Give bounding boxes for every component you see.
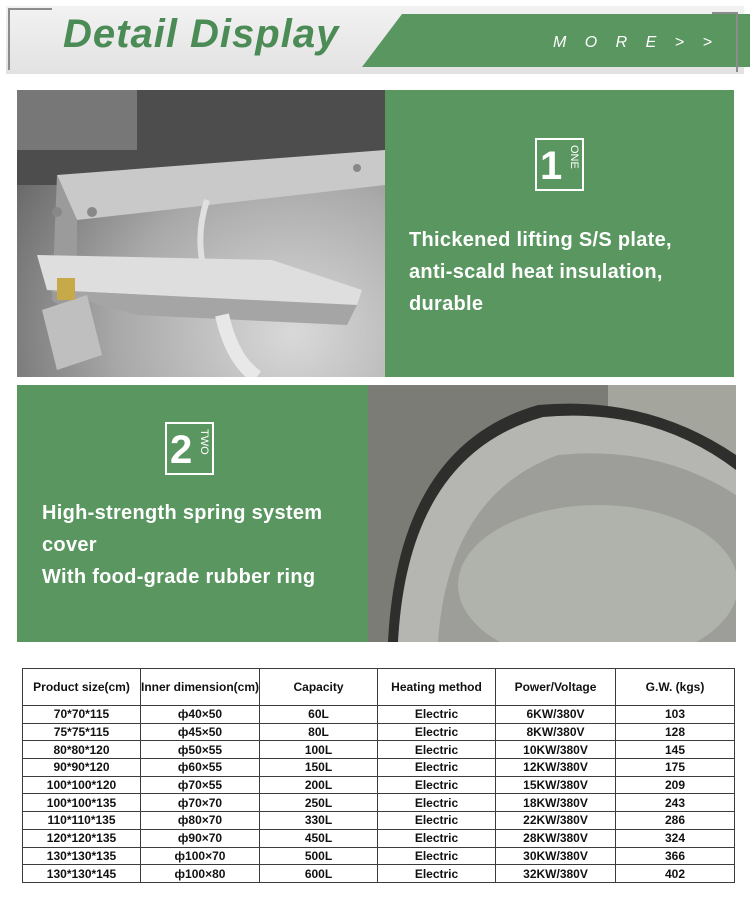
table-cell: 10KW/380V xyxy=(496,741,616,759)
table-cell: 110*110*135 xyxy=(23,812,141,830)
table-row xyxy=(23,723,735,741)
table-row xyxy=(23,829,735,847)
table-cell: 6KW/380V xyxy=(496,706,616,724)
feature-panel-2 xyxy=(17,385,368,642)
feature-panel-1 xyxy=(385,90,734,377)
table-cell: 100L xyxy=(260,741,378,759)
table-cell: 402 xyxy=(616,865,735,883)
spec-table xyxy=(22,668,735,883)
table-cell: 30KW/380V xyxy=(496,847,616,865)
table-cell: ф80×70 xyxy=(141,812,260,830)
table-cell: 32KW/380V xyxy=(496,865,616,883)
table-cell: 103 xyxy=(616,706,735,724)
table-cell: 150L xyxy=(260,759,378,777)
section-header xyxy=(0,0,750,80)
table-header-row xyxy=(23,669,735,706)
feature-number-2: 2 xyxy=(170,428,193,472)
section-title: Detail Display xyxy=(63,12,340,56)
table-cell: ф100×80 xyxy=(141,865,260,883)
table-cell: ф70×70 xyxy=(141,794,260,812)
table-cell: ф60×55 xyxy=(141,759,260,777)
feature-number-badge-2 xyxy=(165,422,214,475)
spring-cover-photo xyxy=(368,385,736,642)
table-cell: ф45×50 xyxy=(141,723,260,741)
feature2-line: With food-grade rubber ring xyxy=(42,566,316,588)
table-row xyxy=(23,741,735,759)
table-row xyxy=(23,706,735,724)
table-cell: Electric xyxy=(378,829,496,847)
table-cell: 18KW/380V xyxy=(496,794,616,812)
more-corner-decoration xyxy=(712,12,738,72)
table-cell: 12KW/380V xyxy=(496,759,616,777)
table-cell: 22KW/380V xyxy=(496,812,616,830)
table-row xyxy=(23,865,735,883)
table-cell: 130*130*135 xyxy=(23,847,141,865)
table-cell: ф50×55 xyxy=(141,741,260,759)
column-header: Power/Voltage xyxy=(496,669,616,706)
table-row xyxy=(23,794,735,812)
table-cell: Electric xyxy=(378,741,496,759)
column-header: G.W. (kgs) xyxy=(616,669,735,706)
feature2-line: High-strength spring system xyxy=(42,502,323,524)
feature2-line: cover xyxy=(42,534,97,556)
table-row xyxy=(23,812,735,830)
table-cell: Electric xyxy=(378,865,496,883)
table-cell: 366 xyxy=(616,847,735,865)
more-link[interactable]: M O R E > > xyxy=(553,34,719,51)
header-corner-decoration xyxy=(8,8,52,70)
column-header: Product size(cm) xyxy=(23,669,141,706)
table-cell: 145 xyxy=(616,741,735,759)
table-cell: Electric xyxy=(378,759,496,777)
feature-number-word-1: ONE xyxy=(568,145,580,169)
column-header: Capacity xyxy=(260,669,378,706)
table-cell: 120*120*135 xyxy=(23,829,141,847)
feature1-line: durable xyxy=(409,293,484,315)
feature-number-badge-1 xyxy=(535,138,584,191)
feature1-line: anti-scald heat insulation, xyxy=(409,261,663,283)
table-cell: 600L xyxy=(260,865,378,883)
table-cell: 130*130*145 xyxy=(23,865,141,883)
column-header: Heating method xyxy=(378,669,496,706)
table-row xyxy=(23,847,735,865)
spec-table-container xyxy=(22,668,734,883)
table-cell: 70*70*115 xyxy=(23,706,141,724)
table-cell: 100*100*135 xyxy=(23,794,141,812)
table-cell: 28KW/380V xyxy=(496,829,616,847)
table-cell: 80*80*120 xyxy=(23,741,141,759)
table-cell: 75*75*115 xyxy=(23,723,141,741)
feature-number-word-2: TWO xyxy=(198,429,210,455)
table-cell: 128 xyxy=(616,723,735,741)
table-cell: 286 xyxy=(616,812,735,830)
table-cell: ф70×55 xyxy=(141,776,260,794)
table-cell: 243 xyxy=(616,794,735,812)
table-cell: ф90×70 xyxy=(141,829,260,847)
table-cell: Electric xyxy=(378,723,496,741)
table-cell: 324 xyxy=(616,829,735,847)
feature-description-1 xyxy=(409,224,672,320)
feature-description-2 xyxy=(42,497,322,593)
table-cell: 209 xyxy=(616,776,735,794)
spec-table-body xyxy=(23,706,735,883)
table-cell: 90*90*120 xyxy=(23,759,141,777)
table-cell: 60L xyxy=(260,706,378,724)
table-cell: ф40×50 xyxy=(141,706,260,724)
table-cell: 200L xyxy=(260,776,378,794)
table-cell: Electric xyxy=(378,847,496,865)
table-cell: Electric xyxy=(378,776,496,794)
table-cell: Electric xyxy=(378,706,496,724)
table-row xyxy=(23,776,735,794)
table-cell: 100*100*120 xyxy=(23,776,141,794)
table-row xyxy=(23,759,735,777)
table-cell: 450L xyxy=(260,829,378,847)
table-cell: 80L xyxy=(260,723,378,741)
table-cell: 15KW/380V xyxy=(496,776,616,794)
table-cell: 330L xyxy=(260,812,378,830)
feature1-line: Thickened lifting S/S plate, xyxy=(409,229,672,251)
table-cell: Electric xyxy=(378,794,496,812)
table-cell: 8KW/380V xyxy=(496,723,616,741)
column-header: Inner dimension(cm) xyxy=(141,669,260,706)
table-cell: 500L xyxy=(260,847,378,865)
table-cell: ф100×70 xyxy=(141,847,260,865)
feature-number-1: 1 xyxy=(540,144,563,188)
table-cell: 250L xyxy=(260,794,378,812)
table-cell: Electric xyxy=(378,812,496,830)
lifting-plate-photo xyxy=(17,90,385,377)
table-cell: 175 xyxy=(616,759,735,777)
